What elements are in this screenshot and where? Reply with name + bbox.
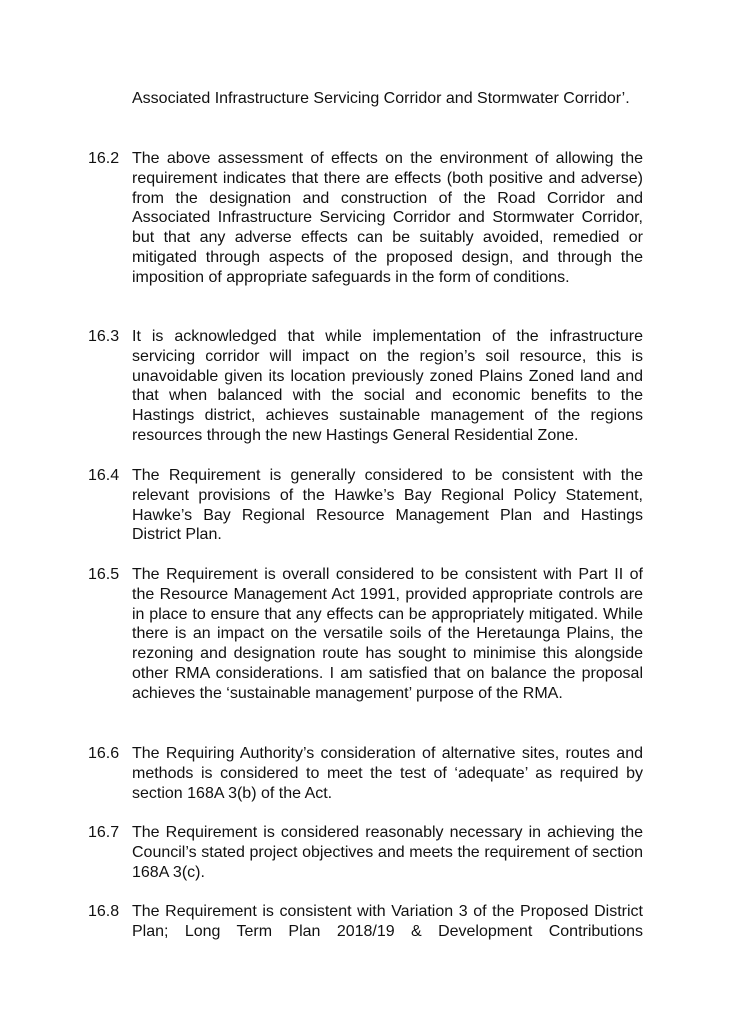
paragraph-continuation <box>0 89 732 109</box>
paragraph-text: The Requirement is consistent with Variation 3 of the Proposed District Plan; Long Term Plan 2018/19 & Development Contributions <box>132 903 643 940</box>
paragraph-text: The Requiring Authority’s consideration of alternative sites, routes and methods is considered to meet the test of ‘adequate’ as required by section 168A 3(b) of the Act. <box>132 745 643 802</box>
paragraph-number: 16.2 <box>88 150 120 167</box>
paragraph-number: 16.3 <box>88 328 120 345</box>
paragraph-16-4 <box>0 466 732 545</box>
paragraph-16-8 <box>0 902 732 942</box>
paragraph-number: 16.8 <box>88 903 120 920</box>
paragraph-16-7 <box>0 823 732 882</box>
paragraph-16-6 <box>0 744 732 803</box>
paragraph-text: The Requirement is overall considered to be consistent with Part II of the Resource Management Act 1991, provided appropriate controls are in place to ensure that any effects can be appropriately mitigated. While there is an impact on the versatile soils of the Heretaunga Plains, the rezoning and designation route has sought to minimise this alongside other RMA considerations. I am satisfied that on balance the proposal achieves the ‘sustainable management’ purpose of the RMA. <box>132 566 643 702</box>
paragraph-text: The above assessment of effects on the environment of allowing the requirement indicates that there are effects (both positive and adverse) from the designation and construction of the Road Corridor and Associated Infrastructure Servicing Corridor and Stormwater Corridor, but that any adverse effects can be suitably avoided, remedied or mitigated through aspects of the proposed design, and through the imposition of appropriate safeguards in the form of conditions. <box>132 150 643 286</box>
paragraph-16-5 <box>0 565 732 704</box>
paragraph-text: It is acknowledged that while implementation of the infrastructure servicing corridor will impact on the region’s soil resource, this is unavoidable given its location previously zoned Plains Zoned land and that when balanced with the social and economic benefits to the Hastings district, achieves sustainable management of the regions resources through the new Hastings General Residential Zone. <box>132 328 643 444</box>
paragraph-number: 16.4 <box>88 467 120 484</box>
paragraph-number: 16.6 <box>88 745 120 762</box>
paragraph-text: Associated Infrastructure Servicing Corridor and Stormwater Corridor’. <box>132 90 630 107</box>
paragraph-number: 16.5 <box>88 566 120 583</box>
paragraph-text: The Requirement is generally considered to be consistent with the relevant provisions of the Hawke’s Bay Regional Policy Statement, Hawke’s Bay Regional Resource Management Plan and Hastings District Plan. <box>132 467 643 544</box>
paragraph-16-3 <box>0 327 732 446</box>
paragraph-number: 16.7 <box>88 824 120 841</box>
paragraph-text: The Requirement is considered reasonably necessary in achieving the Council’s stated project objectives and meets the requirement of section 168A 3(c). <box>132 824 643 881</box>
paragraph-16-2 <box>0 149 732 288</box>
